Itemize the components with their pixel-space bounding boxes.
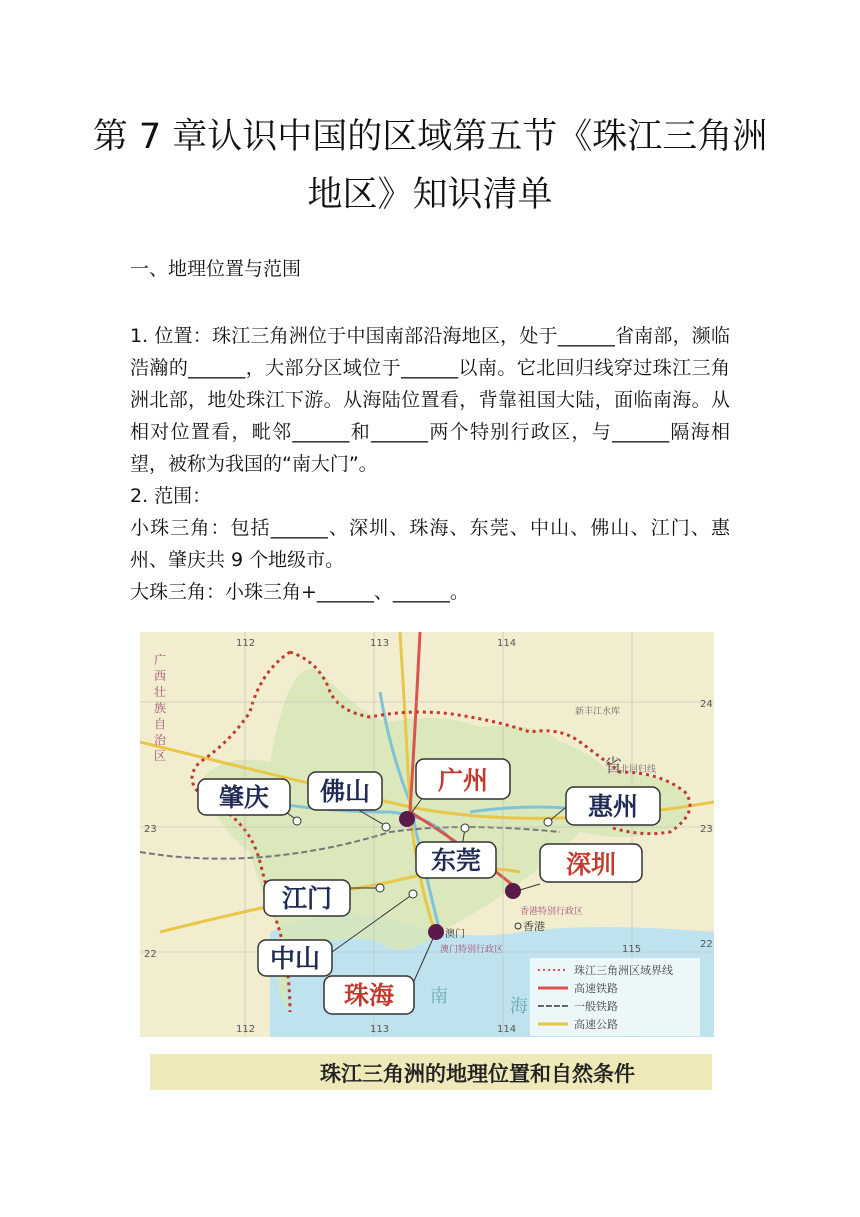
hongkong-label: 香港 [523, 920, 545, 933]
sea-label-1: 南 [430, 986, 448, 1007]
map-svg [140, 632, 714, 1037]
lon-bottom-112: 112 [236, 1024, 256, 1035]
dongguan-dot [461, 824, 469, 832]
region-char: 西 [154, 669, 167, 683]
lon-top-113: 113 [370, 638, 390, 649]
paragraph-position: 1. 位置：珠江三角洲位于中国南部沿海地区，处于______省南部，濒临浩瀚的______，大部分区域位于______以南。它北回归线穿过珠江三角洲北部，地处珠江下游。从海陆位置看，背靠祖国大陆，面临南海。从相对位置看，毗邻______和______两个特别行政区，与______隔海相望，被称为我国的“南大门”。 [130, 325, 730, 475]
guangzhou-dot [399, 811, 415, 827]
zhaoqing-dot [293, 817, 301, 825]
map-caption: 珠江三角洲的地理位置和自然条件 [320, 1062, 635, 1086]
lat-right-22: 22 [700, 939, 713, 950]
legend-label-rail: 一般铁路 [574, 1000, 618, 1013]
macau-label: 澳门 [445, 929, 465, 940]
pearl-river-delta-map [140, 632, 714, 1037]
region-char: 区 [154, 749, 167, 763]
lon-bottom-114: 114 [497, 1024, 517, 1035]
legend-label-hsr: 高速铁路 [574, 982, 618, 995]
region-char: 治 [154, 733, 167, 747]
city-label-dongguan: 东莞 [430, 846, 482, 875]
paragraph-big-delta: 大珠三角：小珠三角+______、______。 [130, 581, 469, 603]
guangxi-label [154, 652, 167, 763]
sea-label-2: 海 [510, 996, 528, 1017]
city-label-foshan: 佛山 [319, 777, 371, 806]
legend-label-boundary: 珠江三角洲区域界线 [574, 964, 673, 977]
lon-bottom-115: 115 [622, 944, 642, 955]
page-title [90, 108, 770, 224]
city-label-zhuhai: 珠海 [343, 981, 395, 1010]
hk-sar-label: 香港特别行政区 [520, 907, 584, 917]
zhuhai-dot [428, 924, 444, 940]
map-caption-bar [150, 1054, 712, 1090]
lat-right-24: 24 [700, 699, 713, 710]
region-char: 广 [154, 653, 167, 667]
title-line-2: 地区》知识清单 [307, 175, 553, 215]
lon-top-112: 112 [236, 638, 256, 649]
city-label-zhongshan: 中山 [269, 944, 321, 973]
lon-bottom-113: 113 [370, 1024, 390, 1035]
city-label-shenzhen: 深圳 [565, 850, 617, 879]
map-legend [530, 958, 700, 1036]
beihui-label: 北回归线 [620, 765, 657, 775]
province-label: 省 [604, 756, 622, 777]
city-label-guangzhou: 广州 [437, 766, 489, 795]
lon-top-114: 114 [497, 638, 517, 649]
body-text [130, 320, 730, 608]
region-char: 族 [154, 701, 167, 715]
region-char: 壮 [154, 685, 167, 699]
zhongshan-dot [409, 890, 417, 898]
lat-left-22: 22 [144, 949, 157, 960]
city-label-huizhou: 惠州 [587, 792, 639, 821]
paragraph-scope-heading: 2. 范围： [130, 485, 212, 507]
lat-left-23: 23 [144, 824, 157, 835]
section-heading: 一、地理位置与范围 [130, 258, 302, 280]
city-label-zhaoqing: 肇庆 [218, 783, 270, 812]
xinfeng-label: 新丰江水库 [575, 707, 621, 717]
macau-sar-label: 澳门特别行政区 [440, 945, 504, 955]
city-label-jiangmen: 江门 [281, 884, 333, 913]
foshan-dot [382, 823, 390, 831]
region-char: 自 [154, 717, 167, 731]
jiangmen-dot [376, 884, 384, 892]
huizhou-dot [544, 818, 552, 826]
shenzhen-dot [505, 883, 521, 899]
title-line-1: 第 7 章认识中国的区域第五节《珠江三角洲 [92, 117, 768, 157]
lat-right-23: 23 [700, 824, 713, 835]
legend-label-highway: 高速公路 [574, 1018, 618, 1031]
paragraph-small-delta: 小珠三角：包括______、深圳、珠海、东莞、中山、佛山、江门、惠州、肇庆共 9 个地级市。 [130, 517, 730, 571]
